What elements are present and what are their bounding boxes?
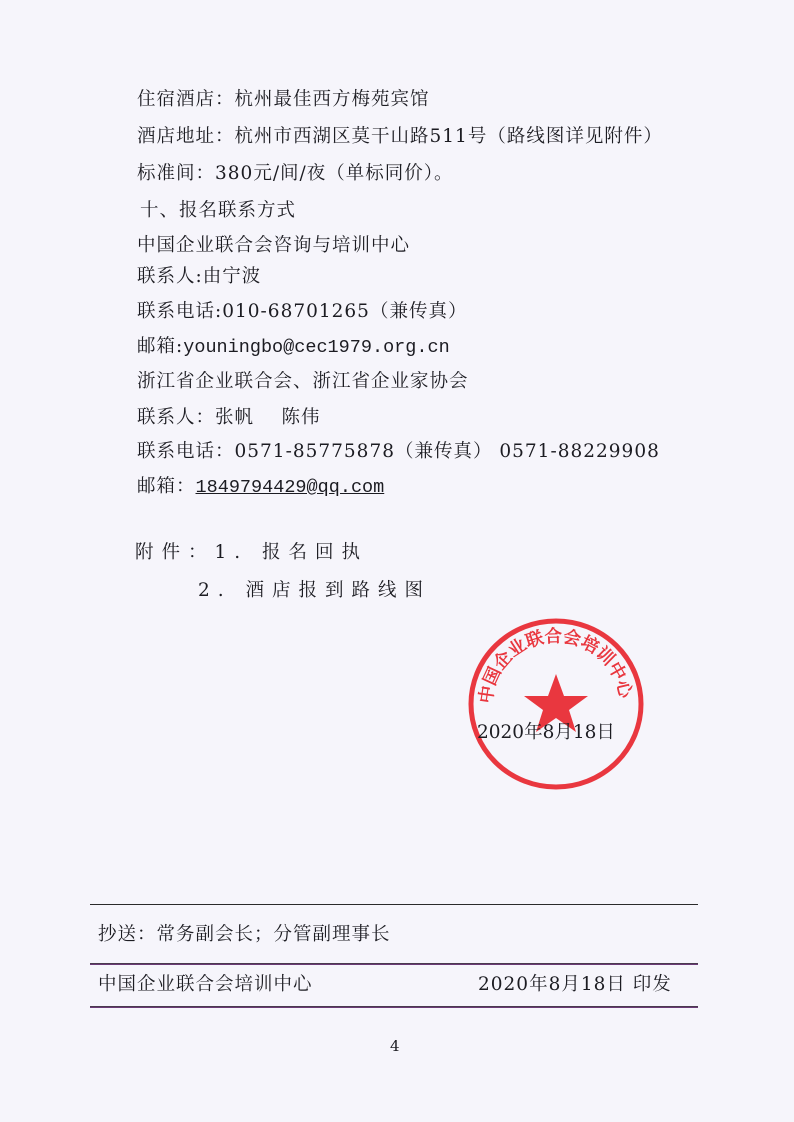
issuer: 中国企业联合会培训中心	[98, 974, 313, 995]
hotel-name-label: 住宿酒店：	[137, 89, 235, 110]
contact1-org: 中国企业联合会咨询与培训中心	[137, 235, 411, 256]
contact1-email[interactable]: youningbo@cec1979.org.cn	[183, 337, 450, 358]
contact1-email-line	[137, 335, 450, 360]
attachment-item: 2. 酒店报到路线图	[198, 580, 432, 601]
contact2-org: 浙江省企业联合会、浙江省企业家协会	[137, 371, 469, 392]
cc-line: 抄送：常务副会长；分管副理事长	[98, 924, 391, 945]
attachments-label: 附件：	[135, 542, 215, 563]
contact2-email-label: 邮箱：	[137, 476, 196, 497]
section-heading: 十、报名联系方式	[140, 200, 297, 221]
hotel-address: 杭州市西湖区莫干山路511号（路线图详见附件）	[234, 126, 663, 147]
attachment-item: 1. 报名回执	[214, 542, 369, 563]
contact2-email-line	[137, 475, 384, 500]
hotel-address-label: 酒店地址：	[137, 126, 235, 147]
stamp-text: 中国企业联合会培训中心	[476, 626, 636, 705]
contact2-email[interactable]: 1849794429@qq.com	[195, 477, 385, 498]
divider	[90, 904, 698, 905]
official-seal-stamp	[466, 616, 646, 792]
contact1-phone: 联系电话:010-68701265（兼传真）	[137, 301, 468, 322]
divider	[90, 963, 698, 965]
hotel-price-label: 标准间：	[137, 163, 216, 184]
contact1-email-label: 邮箱:	[137, 336, 184, 357]
attachments-line-1	[135, 541, 368, 565]
sign-date: 2020年8月18日	[477, 722, 615, 743]
hotel-name-line	[137, 88, 430, 112]
hotel-address-line	[137, 125, 663, 149]
page-number: 4	[390, 1037, 400, 1055]
issue-date: 2020年8月18日 印发	[478, 974, 672, 995]
divider	[90, 1006, 698, 1008]
contact1-person: 联系人:由宁波	[137, 266, 262, 287]
hotel-price: 380元/间/夜（单标同价）。	[215, 163, 454, 184]
hotel-name: 杭州最佳西方梅苑宾馆	[234, 89, 430, 110]
contact2-person: 联系人：张帆 陈伟	[137, 407, 321, 428]
hotel-price-line	[137, 162, 454, 186]
contact2-phone: 联系电话：0571-85775878（兼传真） 0571-88229908	[137, 441, 660, 462]
